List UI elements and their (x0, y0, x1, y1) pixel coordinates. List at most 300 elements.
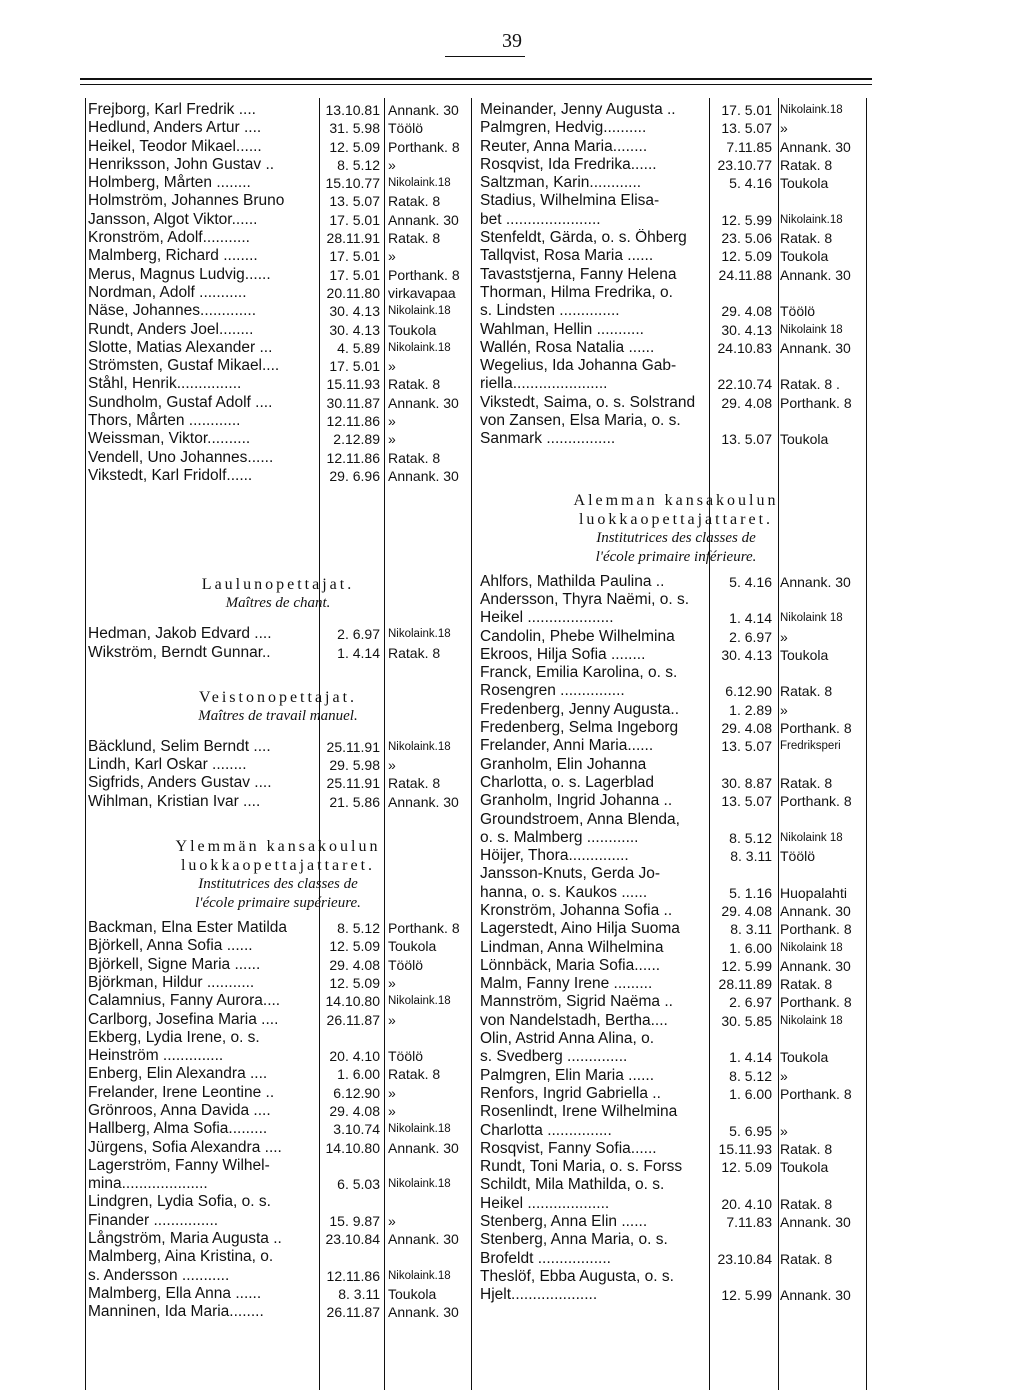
list-item (480, 302, 872, 320)
list-item (480, 957, 872, 975)
person-name: Rosqvist, Fanny Sofia...... (480, 1139, 657, 1157)
person-name: Lönnbäck, Maria Sofia...... (480, 956, 661, 974)
list-item (480, 1012, 872, 1030)
list-item (480, 609, 872, 627)
address: Ratak. 8 (388, 376, 441, 393)
list-item (480, 394, 872, 412)
address: » (780, 1122, 788, 1139)
address: Nikolaink 18 (780, 612, 843, 625)
person-name: Brofeldt ................. (480, 1249, 611, 1267)
person-name: von Zansen, Elsa Maria, o. s. (480, 412, 681, 430)
appointment-date: 8. 3.11 (730, 848, 772, 865)
person-name: Stenfeldt, Gärda, o. s. Öhberg (480, 229, 687, 247)
list-item (480, 1286, 872, 1304)
person-name: Charlotta, o. s. Lagerblad (480, 773, 655, 791)
person-name: Granholm, Ingrid Johanna .. (480, 792, 673, 810)
address: Annank. 30 (388, 1139, 459, 1156)
list-item (480, 792, 872, 810)
address: Nikolaink.18 (388, 1269, 451, 1282)
left-column (88, 101, 468, 1322)
person-name: Ståhl, Henrik............... (88, 375, 242, 393)
list-item (480, 247, 872, 265)
person-name: Weissman, Viktor.......... (88, 430, 251, 448)
appointment-date: 6.12.90 (725, 683, 772, 700)
appointment-date: 12. 5.09 (721, 248, 772, 265)
list-item (480, 156, 872, 174)
list-item (88, 284, 468, 302)
spacer (88, 662, 468, 688)
list-item (88, 793, 468, 811)
person-name: Frelander, Irene Leontine .. (88, 1083, 275, 1101)
address: Töölö (780, 303, 816, 320)
address: Porthank. 8 (780, 921, 852, 938)
address: Porthank. 8 (780, 720, 852, 737)
person-name: Jürgens, Sofia Alexandra .... (88, 1138, 282, 1156)
appointment-date: 8. 5.12 (337, 156, 380, 173)
appointment-date: 29. 4.08 (721, 902, 772, 919)
address: Nikolaink.18 (388, 177, 451, 190)
list-item (480, 1231, 872, 1249)
list-item (480, 737, 872, 755)
appointment-date: 31. 5.98 (329, 120, 380, 137)
address: Ratak. 8 (780, 1250, 833, 1267)
address: Porthank. 8 (780, 1085, 852, 1102)
person-name: Manninen, Ida Maria........ (88, 1303, 264, 1321)
address: Ratak. 8 (780, 230, 833, 247)
list-item (480, 1048, 872, 1066)
appointment-date: 17. 5.01 (329, 211, 380, 228)
address: » (388, 974, 396, 991)
appointment-date: 20. 4.10 (721, 1195, 772, 1212)
address: Ratak. 8 (388, 230, 441, 247)
list-item (88, 756, 468, 774)
person-name: Backman, Elna Ester Matilda (88, 919, 288, 937)
appointment-date: 20.11.80 (326, 284, 380, 301)
list-item (88, 174, 468, 192)
appointment-date: 12. 5.99 (721, 957, 772, 974)
list-item (88, 1303, 468, 1321)
address: » (780, 1067, 788, 1084)
appointment-date: 24.11.88 (718, 266, 772, 283)
address: Annank. 30 (780, 1214, 851, 1231)
appointment-date: 8. 3.11 (730, 921, 772, 938)
appointment-date: 15. 9.87 (329, 1212, 380, 1229)
address: Toukola (780, 1159, 829, 1176)
person-name: Vikstedt, Saima, o. s. Solstrand (480, 393, 696, 411)
list-item (480, 321, 872, 339)
list-item (480, 847, 872, 865)
person-name: Fredenberg, Selma Ingeborg (480, 719, 679, 737)
list-item (88, 375, 468, 393)
person-name: Heikel ................... (480, 1194, 610, 1212)
appointment-date: 20. 4.10 (329, 1048, 380, 1065)
list-item (480, 412, 872, 430)
list-item (88, 229, 468, 247)
address: Annank. 30 (388, 1304, 459, 1321)
address: Porthank. 8 (780, 793, 852, 810)
list-item (480, 939, 872, 957)
person-name: Hjelt.................... (480, 1286, 598, 1304)
person-name: Kronström, Johanna Sofia .. (480, 901, 673, 919)
address: Nikolaink.18 (388, 740, 451, 753)
list-item (480, 266, 872, 284)
person-name: Thors, Mårten ............ (88, 412, 241, 430)
person-name: Lindgren, Lydia Sofia, o. s. (88, 1193, 271, 1211)
list-item (480, 1103, 872, 1121)
person-name: Reuter, Anna Maria........ (480, 137, 648, 155)
list-item (88, 156, 468, 174)
person-name: Rosenlindt, Irene Wilhelmina (480, 1103, 678, 1121)
list-item (480, 1085, 872, 1103)
appointment-date: 13. 5.07 (721, 793, 772, 810)
person-name: Bäcklund, Selim Berndt .... (88, 737, 271, 755)
appointment-date: 6.12.90 (333, 1084, 380, 1101)
address: Porthank. 8 (388, 138, 460, 155)
appointment-date: 13.10.81 (325, 102, 380, 118)
person-name: Ekroos, Hilja Sofia ........ (480, 645, 646, 663)
person-name: Candolin, Phebe Wilhelmina (480, 627, 675, 645)
list-item (480, 284, 872, 302)
address: » (388, 358, 396, 375)
address: Porthank. 8 (780, 994, 852, 1011)
appointment-date: 13. 5.07 (721, 431, 772, 448)
list-item (88, 1047, 468, 1065)
appointment-date: 8. 5.12 (337, 920, 380, 937)
person-name: Heikel .................... (480, 609, 614, 627)
person-name: von Nandelstadh, Bertha.... (480, 1011, 668, 1029)
appointment-date: 30. 4.13 (721, 646, 772, 663)
address: Annank. 30 (388, 211, 459, 228)
person-name: Rundt, Anders Joel........ (88, 320, 254, 338)
appointment-date: 26.11.87 (326, 1011, 380, 1028)
list-item (88, 266, 468, 284)
person-name: Grönroos, Anna Davida .... (88, 1101, 271, 1119)
address: Toukola (780, 646, 829, 663)
top-rule (80, 78, 872, 80)
list-item (480, 920, 872, 938)
address: » (388, 248, 396, 265)
person-name: Wegelius, Ida Johanna Gab- (480, 357, 677, 375)
spacer (88, 485, 468, 575)
section-title: Alemman kansakoulun (573, 491, 779, 509)
person-name: Wallén, Rosa Natalia ...... (480, 338, 655, 356)
list-item (88, 119, 468, 137)
address: Nikolaink.18 (388, 1123, 451, 1136)
list-item (480, 211, 872, 229)
list-item (88, 430, 468, 448)
list-item (480, 865, 872, 883)
person-name: Lindh, Karl Oskar ........ (88, 756, 247, 774)
list-item (88, 1029, 468, 1047)
address: Annank. 30 (780, 339, 851, 356)
appointment-date: 12. 5.09 (329, 974, 380, 991)
list-item (480, 375, 872, 393)
appointment-date: 30.11.87 (326, 394, 380, 411)
appointment-date: 30. 4.13 (329, 303, 380, 320)
address: Annank. 30 (388, 102, 459, 118)
appointment-date: 5. 1.16 (729, 884, 772, 901)
right-column (480, 101, 872, 1305)
appointment-date: 12. 5.09 (329, 938, 380, 955)
person-name: Vendell, Uno Johannes...... (88, 448, 274, 466)
appointment-date: 17. 5.01 (329, 248, 380, 265)
appointment-date: 1. 6.00 (337, 1066, 380, 1083)
address: Nikolaink 18 (780, 831, 843, 844)
person-name: Jansson, Algot Viktor...... (88, 210, 258, 228)
appointment-date: 2. 6.97 (337, 626, 380, 643)
list-item (88, 937, 468, 955)
list-item (88, 357, 468, 375)
appointment-date: 1. 4.14 (729, 1049, 772, 1066)
column-rule (471, 98, 472, 1390)
appointment-date: 15.11.93 (718, 1140, 772, 1157)
appointment-date: 12. 5.09 (329, 138, 380, 155)
person-name: Höijer, Thora.............. (480, 847, 629, 865)
person-name: s. Andersson ........... (88, 1266, 230, 1284)
appointment-date: 12. 5.99 (721, 1287, 772, 1304)
address: Nikolaink.18 (388, 1178, 451, 1191)
address: Annank. 30 (780, 138, 851, 155)
list-item (480, 591, 872, 609)
address: Nikolaink.18 (780, 104, 843, 116)
appointment-date: 23.10.84 (325, 1231, 380, 1248)
address: » (388, 413, 396, 430)
address: Porthank. 8 (780, 394, 852, 411)
person-name: Malmberg, Richard ........ (88, 247, 258, 265)
appointment-date: 30. 8.87 (721, 774, 772, 791)
address: Annank. 30 (780, 266, 851, 283)
appointment-date: 25.11.91 (326, 738, 380, 755)
person-name: Theslöf, Ebba Augusta, o. s. (480, 1267, 674, 1285)
appointment-date: 13. 5.07 (329, 193, 380, 210)
list-item (88, 101, 468, 119)
top-rule-thin (80, 84, 872, 85)
list-item (480, 1067, 872, 1085)
address: Ratak. 8 (780, 774, 833, 791)
appointment-date: 23. 5.06 (721, 230, 772, 247)
list-item (480, 646, 872, 664)
address: » (388, 431, 396, 448)
address: Toukola (388, 1285, 437, 1302)
appointment-date: 2. 6.97 (729, 994, 772, 1011)
list-item (88, 467, 468, 485)
person-name: Groundstroem, Anna Blenda, (480, 810, 680, 828)
address: Töölö (388, 1048, 424, 1065)
person-name: Enberg, Elin Alexandra .... (88, 1065, 268, 1083)
list-item (88, 774, 468, 792)
address: Ratak. 8 (388, 1066, 441, 1083)
appointment-date: 8. 3.11 (338, 1285, 380, 1302)
person-name: riella...................... (480, 375, 608, 393)
appointment-date: 30. 4.13 (329, 321, 380, 338)
section-heading (88, 837, 468, 913)
appointment-date: 7.11.83 (726, 1214, 772, 1231)
person-name: Slotte, Matias Alexander ... (88, 338, 273, 356)
appointment-date: 5. 4.16 (729, 573, 772, 590)
list-item (480, 628, 872, 646)
section-subtitle: Maîtres de travail manuel. (198, 707, 358, 724)
list-item (88, 1065, 468, 1083)
appointment-date: 29. 4.08 (721, 720, 772, 737)
list-item (480, 719, 872, 737)
person-name: Sundholm, Gustaf Adolf .... (88, 393, 273, 411)
list-item (480, 701, 872, 719)
list-item (480, 573, 872, 591)
list-item (88, 192, 468, 210)
list-item (480, 138, 872, 156)
address: Nikolaink.18 (780, 213, 843, 226)
section-title: Veistonopettajat. (198, 688, 358, 706)
list-item (88, 1285, 468, 1303)
address: » (388, 1212, 396, 1229)
person-name: Strömsten, Gustaf Mikael.... (88, 357, 280, 375)
address: Porthank. 8 (388, 920, 460, 937)
list-item (480, 811, 872, 829)
appointment-date: 8. 5.12 (729, 829, 772, 846)
appointment-date: 7.11.85 (726, 138, 772, 155)
list-item (88, 394, 468, 412)
section-subtitle: l'école primaire inférieure. (595, 548, 757, 565)
address: Fredriksperi (780, 740, 841, 753)
list-item (480, 101, 872, 119)
person-name: Charlotta ............... (480, 1121, 612, 1139)
list-item (480, 1030, 872, 1048)
address: Nikolaink 18 (780, 941, 843, 954)
person-name: Tallqvist, Rosa Maria ...... (480, 247, 654, 265)
address: Annank. 30 (780, 1287, 851, 1304)
person-name: Hedlund, Anders Artur .... (88, 119, 262, 137)
appointment-date: 25.11.91 (326, 775, 380, 792)
person-name: bet ...................... (480, 210, 601, 228)
person-name: Lindman, Anna Wilhelmina (480, 938, 664, 956)
appointment-date: 15.10.77 (325, 175, 380, 192)
person-name: Finander ............... (88, 1211, 219, 1229)
list-item (88, 1011, 468, 1029)
list-item (88, 992, 468, 1010)
person-name: Rundt, Toni Maria, o. s. Forss (480, 1158, 683, 1176)
spacer (480, 449, 872, 491)
person-name: Wikström, Berndt Gunnar.. (88, 643, 271, 661)
address: Toukola (780, 1049, 829, 1066)
person-name: Heinström .............. (88, 1047, 224, 1065)
person-name: Holmberg, Mårten ........ (88, 174, 251, 192)
person-name: Henriksson, John Gustav .. (88, 155, 275, 173)
address: Nikolaink 18 (780, 1014, 843, 1027)
list-item (480, 1176, 872, 1194)
list-item (480, 829, 872, 847)
person-name: Calamnius, Fanny Aurora.... (88, 992, 281, 1010)
address: Toukola (388, 321, 437, 338)
person-name: Vikstedt, Karl Fridolf...... (88, 466, 253, 484)
appointment-date: 17. 5.01 (329, 358, 380, 375)
address: Toukola (780, 431, 829, 448)
list-item (88, 449, 468, 467)
list-item (88, 625, 468, 643)
list-item (88, 1193, 468, 1211)
person-name: Stenberg, Anna Maria, o. s. (480, 1231, 668, 1249)
address: Ratak. 8 (780, 683, 833, 700)
appointment-date: 29. 6.96 (329, 467, 380, 484)
appointment-date: 12.11.86 (326, 1267, 380, 1284)
appointment-date: 3.10.74 (333, 1121, 380, 1138)
person-name: Saltzman, Karin............ (480, 174, 642, 192)
appointment-date: 17. 5.01 (721, 102, 772, 118)
list-item (480, 1268, 872, 1286)
person-name: Rosqvist, Ida Fredrika...... (480, 155, 657, 173)
person-name: Stenberg, Anna Elin ...... (480, 1213, 648, 1231)
address: » (388, 156, 396, 173)
address: Toukola (780, 175, 829, 192)
appointment-date: 4. 5.89 (337, 339, 380, 356)
list-item (480, 1213, 872, 1231)
address: Annank. 30 (388, 394, 459, 411)
list-item (88, 956, 468, 974)
section-heading (88, 575, 468, 613)
person-name: Ekberg, Lydia Irene, o. s. (88, 1028, 260, 1046)
list-item (480, 174, 872, 192)
list-item (480, 902, 872, 920)
person-name: hanna, o. s. Kaukos ...... (480, 883, 648, 901)
appointment-date: 30. 5.85 (721, 1012, 772, 1029)
person-name: Wihlman, Kristian Ivar .... (88, 792, 261, 810)
appointment-date: 1. 6.00 (729, 1085, 772, 1102)
address: Annank. 30 (388, 1231, 459, 1248)
appointment-date: 24.10.83 (717, 339, 772, 356)
list-item (480, 119, 872, 137)
person-name: Palmgren, Elin Maria ...... (480, 1066, 655, 1084)
address: Annank. 30 (780, 902, 851, 919)
person-name: Näse, Johannes............. (88, 302, 257, 320)
appointment-date: 29. 5.98 (329, 757, 380, 774)
list-item (88, 1212, 468, 1230)
list-item (480, 1140, 872, 1158)
address: » (388, 1102, 396, 1119)
person-name: Hallberg, Alma Sofia......... (88, 1120, 268, 1138)
address: » (388, 757, 396, 774)
appointment-date: 23.10.84 (717, 1250, 772, 1267)
list-item (88, 1175, 468, 1193)
person-name: Lagerstedt, Aino Hilja Suoma (480, 920, 680, 938)
person-name: Ahlfors, Mathilda Paulina .. (480, 572, 665, 590)
person-name: Frejborg, Karl Fredrik .... (88, 101, 256, 118)
address: Töölö (388, 120, 424, 137)
person-name: Olin, Astrid Anna Alina, o. (480, 1030, 655, 1048)
list-item (480, 229, 872, 247)
column-rule (85, 98, 86, 1390)
spacer (88, 811, 468, 837)
person-name: o. s. Malmberg ............ (480, 828, 639, 846)
person-name: Malmberg, Ella Anna ...... (88, 1284, 262, 1302)
person-name: Palmgren, Hedvig.......... (480, 119, 647, 137)
address: Nikolaink.18 (388, 628, 451, 641)
address: » (388, 1084, 396, 1101)
spacer (88, 613, 468, 625)
address: Töölö (388, 956, 424, 973)
person-name: Thorman, Hilma Fredrika, o. (480, 283, 673, 301)
list-item (88, 339, 468, 357)
appointment-date: 8. 5.12 (729, 1067, 772, 1084)
address: » (388, 1011, 396, 1028)
person-name: Wahlman, Hellin ........... (480, 320, 644, 338)
appointment-date: 23.10.77 (717, 156, 772, 173)
person-name: Tavaststjerna, Fanny Helena (480, 265, 677, 283)
appointment-date: 1. 4.14 (729, 610, 772, 627)
section-title: luokkaopettajattaret. (180, 857, 376, 875)
list-item (88, 1120, 468, 1138)
person-name: Malm, Fanny Irene ......... (480, 975, 653, 993)
section-subtitle: Institutrices des classes de (596, 529, 756, 546)
person-name: Hedman, Jakob Edvard .... (88, 625, 272, 643)
